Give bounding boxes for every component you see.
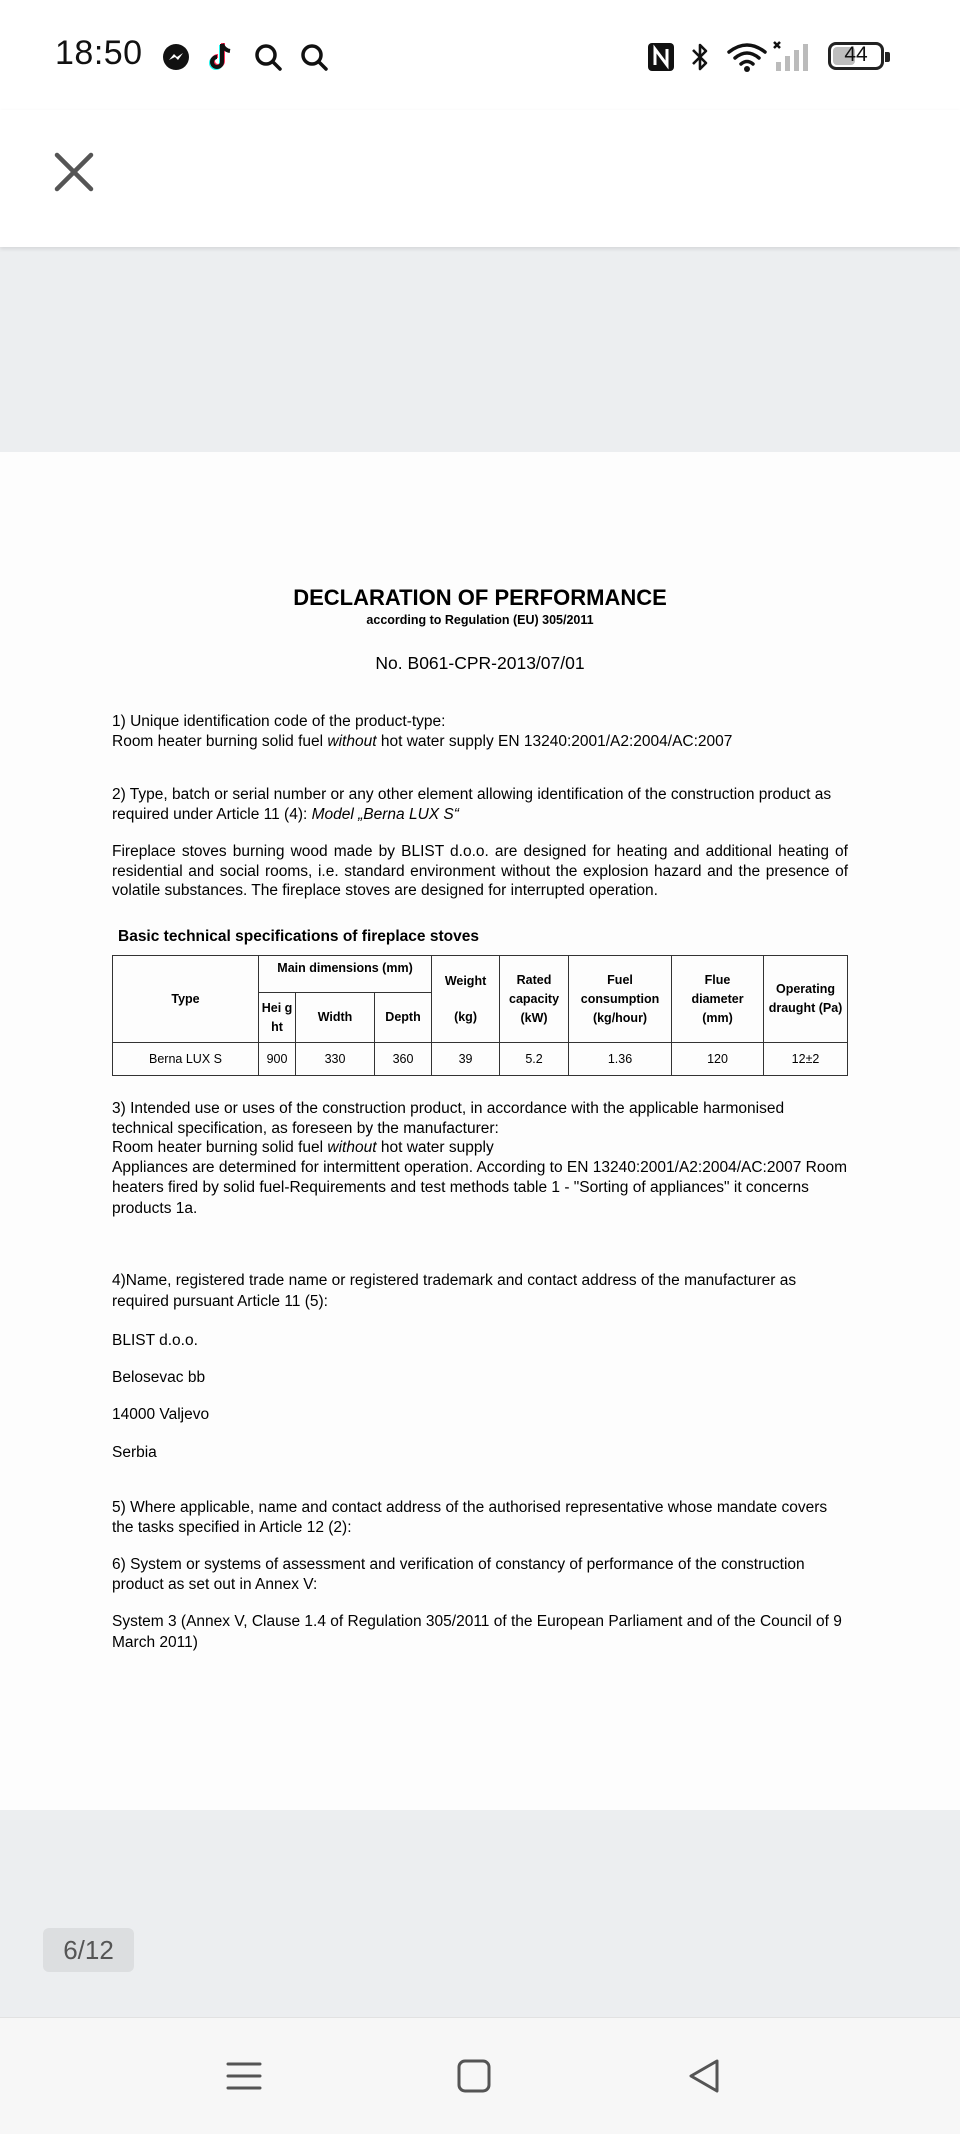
header-rated-capacity: Rated capacity (kW) — [500, 956, 569, 1043]
section-2-description: Fireplace stoves burning wood made by BLIST d.o.o. are designed for heating and additional heating of residential and social rooms, i.e. standard environment without the explosion hazard and the presence of volatile substances. The fireplace stoves are designed for interrupted operation. — [112, 843, 848, 899]
cell-flue: 120 — [672, 1043, 764, 1076]
battery-indicator — [828, 42, 884, 70]
document-number: No. B061-CPR-2013/07/01 — [375, 653, 585, 673]
header-depth: Depth — [375, 993, 432, 1043]
header-main-dimensions: Main dimensions (mm) — [259, 956, 432, 993]
cell-draught: 12±2 — [764, 1043, 848, 1076]
section-3-heading: 3) Intended use or uses of the construction product, in accordance with the applicable harmonised technical specification, as foreseen by the manufacturer: — [112, 1100, 785, 1137]
header-fuel-consumption: Fuel consumption (kg/hour) — [569, 956, 672, 1043]
nfc-icon — [646, 40, 676, 74]
section-1-heading: 1) Unique identification code of the product-type: — [112, 713, 446, 730]
wifi-icon — [726, 40, 768, 74]
close-icon[interactable] — [52, 150, 96, 194]
search-icon — [252, 40, 284, 74]
back-icon[interactable] — [680, 2052, 728, 2100]
section-3-line: Room heater burning solid fuel without hot water supply — [112, 1139, 494, 1156]
status-bar — [0, 0, 960, 110]
manufacturer-company: BLIST d.o.o. — [112, 1332, 198, 1349]
spec-table — [112, 955, 848, 1076]
cell-depth: 360 — [375, 1043, 432, 1076]
cell-height: 900 — [259, 1043, 296, 1076]
document-subtitle: according to Regulation (EU) 305/2011 — [366, 613, 594, 627]
home-icon[interactable] — [450, 2052, 498, 2100]
search-icon — [298, 40, 330, 74]
bluetooth-icon — [688, 40, 712, 74]
cell-fuel: 1.36 — [569, 1043, 672, 1076]
page-indicator: 6/12 — [43, 1928, 134, 1972]
cell-type: Berna LUX S — [113, 1043, 259, 1076]
section-3 — [112, 1099, 848, 1219]
status-time: 18:50 — [55, 34, 143, 72]
cell-weight: 39 — [432, 1043, 500, 1076]
header-operating-draught: Operating draught (Pa) — [764, 956, 848, 1043]
document-title: DECLARATION OF PERFORMANCE — [293, 585, 667, 610]
signal-icon — [772, 40, 818, 74]
section-2-model: Model „Berna LUX S“ — [311, 805, 459, 823]
cell-rated: 5.2 — [500, 1043, 569, 1076]
section-3-body: Appliances are determined for intermittent operation. According to EN 13240:2001/A2:2004/AC:2007 Room heaters fired by solid fuel-Requirements and test methods table 1 - "Sorting of appliances" it concerns products 1a. — [112, 1158, 847, 1217]
navigation-bar — [0, 2017, 960, 2134]
manufacturer-city: 14000 Valjevo — [112, 1406, 210, 1423]
header-width: Width — [296, 993, 375, 1043]
table-row — [113, 1043, 848, 1076]
section-6-heading: 6) System or systems of assessment and verification of constancy of performance of the construction product as set out in Annex V: — [112, 1556, 805, 1593]
document-page — [0, 452, 960, 1810]
manufacturer-street: Belosevac bb — [112, 1369, 206, 1386]
viewer-toolbar — [0, 110, 960, 247]
messenger-icon — [160, 40, 192, 74]
battery-level: 44 — [844, 43, 868, 66]
section-4-heading: 4)Name, registered trade name or registered trademark and contact address of the manufacturer as required pursuant Article 11 (5): — [112, 1272, 797, 1310]
section-6-body: System 3 (Annex V, Clause 1.4 of Regulation 305/2011 of the European Parliament and of the Council of 9 March 2011) — [112, 1613, 842, 1651]
cell-width: 330 — [296, 1043, 375, 1076]
section-1-line: Room heater burning solid fuel without hot water supply EN 13240:2001/A2:2004/AC:2007 — [112, 732, 733, 750]
menu-icon[interactable] — [220, 2052, 268, 2100]
manufacturer-country: Serbia — [112, 1444, 157, 1461]
document-viewer[interactable] — [0, 247, 960, 2017]
header-flue-diameter: Flue diameter (mm) — [672, 956, 764, 1043]
section-2 — [112, 785, 848, 824]
header-height: Hei ght — [259, 993, 296, 1043]
section-1 — [112, 712, 848, 751]
header-weight: Weight (kg) — [432, 956, 500, 1043]
header-type: Type — [113, 956, 259, 1043]
tiktok-icon — [205, 40, 237, 74]
section-5: 5) Where applicable, name and contact address of the authorised representative whose mandate covers the tasks specified in Article 12 (2): — [112, 1499, 828, 1536]
section-2-text: 2) Type, batch or serial number or any other element allowing identification of the construction product as required under Article 11 (4): — [112, 786, 832, 823]
table-title: Basic technical specifications of fireplace stoves — [118, 928, 479, 945]
